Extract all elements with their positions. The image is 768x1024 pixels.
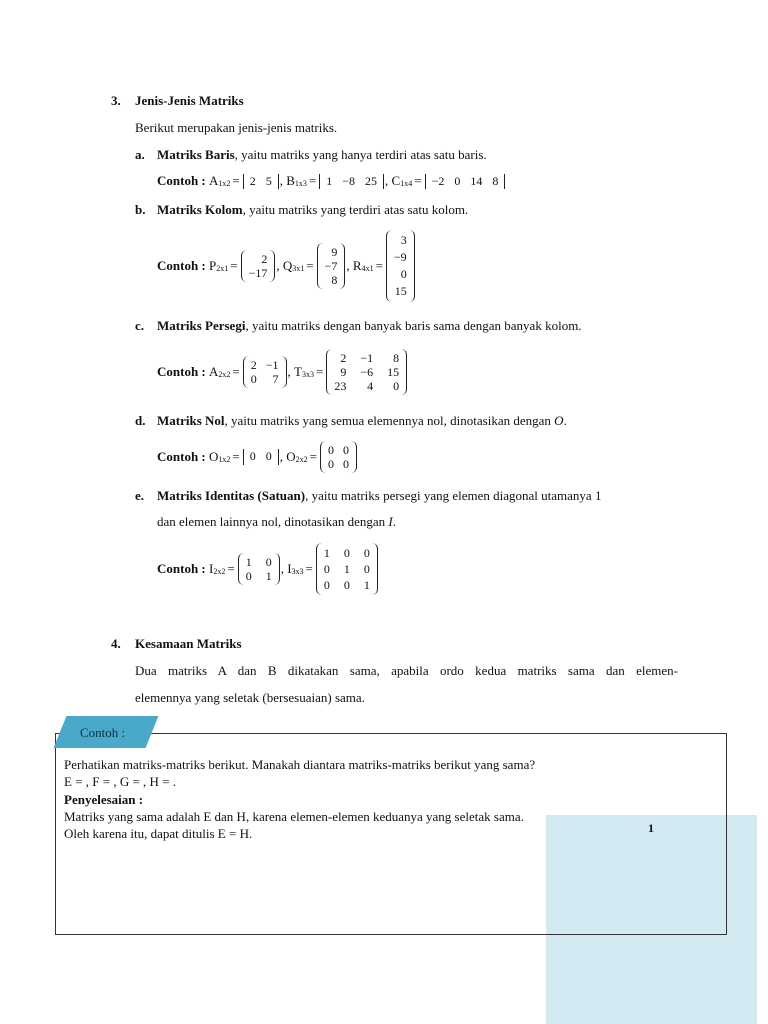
section-4-title: Kesamaan Matriks xyxy=(135,636,242,651)
matrix-cell: −7 xyxy=(324,259,338,273)
item-a-term: Matriks Baris xyxy=(157,147,235,162)
section-4-para-line2: elemennya yang seletak (bersesuaian) sama. xyxy=(135,690,365,705)
matrix-cell: 25 xyxy=(365,173,378,188)
matrix-cell: 8 xyxy=(331,273,338,287)
matrix-cell: −1 xyxy=(265,358,279,372)
matrix-cell: 0 xyxy=(323,562,330,576)
item-e-desc: , yaitu matriks persegi yang elemen diagonal utamanya 1 xyxy=(305,488,602,503)
matrix-r4x1 xyxy=(386,230,415,302)
matrix-cell: 0 xyxy=(327,457,334,471)
matrix-cell: 0 xyxy=(343,578,350,592)
matrix-cell: −1 xyxy=(360,351,374,365)
item-c-desc: , yaitu matriks dengan banyak baris sama dengan banyak kolom. xyxy=(245,318,582,333)
matrix-name: T xyxy=(294,364,302,379)
item-e-desc-line2: dan elemen lainnya nol, dinotasikan dengan xyxy=(157,514,389,529)
matrix-order: 4x1 xyxy=(361,263,374,273)
example-tab xyxy=(60,716,152,748)
matrix-o2x2 xyxy=(320,441,357,473)
matrix-q3x1 xyxy=(317,243,346,289)
item-a-example: Contoh : A 1x2 = 2 5 , B 1x3 = 1 −8 25 , C 1x4 = −2 0 14 8 xyxy=(157,172,506,190)
item-e-definition xyxy=(157,488,601,504)
matrix-cell: 0 xyxy=(400,267,407,281)
item-c-term: Matriks Persegi xyxy=(157,318,246,333)
matrix-cell: 2 xyxy=(261,252,268,266)
matrix-i2x2 xyxy=(238,553,280,585)
matrix-cell: 2 xyxy=(250,358,257,372)
item-a-desc: , yaitu matriks yang hanya terdiri atas satu baris. xyxy=(234,147,487,162)
item-b-example-label: Contoh : xyxy=(157,258,206,273)
matrix-name: Q xyxy=(282,258,293,273)
matrix-b1x3 xyxy=(319,174,384,189)
matrix-name: I xyxy=(209,561,214,576)
item-e-example: Contoh : I 2x2 = 1 0 0 1 , I 3x3 = 1 0 0 0 1 0 0 0 1 xyxy=(157,540,379,598)
matrix-name: A xyxy=(209,364,219,379)
matrix-name: I xyxy=(287,561,292,576)
matrix-cell: −2 xyxy=(431,173,445,188)
section-4-number: 4. xyxy=(111,636,121,651)
item-e-symbol: I xyxy=(388,514,393,529)
matrix-order: 2x1 xyxy=(216,263,229,273)
matrix-order: 3x3 xyxy=(301,369,314,379)
matrix-cell: 2 xyxy=(249,173,256,188)
matrix-a1x2 xyxy=(243,174,279,189)
matrix-cell: 0 xyxy=(342,457,349,471)
matrix-cell: 0 xyxy=(454,173,461,188)
item-b-term: Matriks Kolom xyxy=(157,202,243,217)
item-c-example-label: Contoh : xyxy=(157,364,206,379)
matrix-order: 2x2 xyxy=(295,454,308,464)
matrix-cell: 3 xyxy=(400,233,407,247)
matrix-cell: 9 xyxy=(331,245,338,259)
matrix-cell: 4 xyxy=(367,379,374,393)
matrix-cell: 1 xyxy=(363,578,370,592)
matrix-cell: −6 xyxy=(360,365,374,379)
matrix-order: 3x1 xyxy=(292,263,305,273)
example-line-5: Oleh karena itu, dapat ditulis E = H. xyxy=(64,826,253,841)
section-3-title: Jenis-Jenis Matriks xyxy=(135,93,244,108)
matrix-cell: 0 xyxy=(249,449,256,463)
matrix-cell: 0 xyxy=(343,546,350,560)
item-d-symbol: O xyxy=(554,413,564,428)
item-e-term: Matriks Identitas (Satuan) xyxy=(157,488,306,503)
item-d-definition xyxy=(157,413,567,429)
matrix-cell: 0 xyxy=(245,569,252,583)
matrix-cell: 23 xyxy=(334,379,347,393)
matrix-order: 1x3 xyxy=(294,178,307,188)
matrix-cell: 0 xyxy=(265,555,272,569)
matrix-cell: 8 xyxy=(492,173,499,188)
matrix-i3x3 xyxy=(316,543,378,595)
item-e-example-label: Contoh : xyxy=(157,561,206,576)
example-line-4: Matriks yang sama adalah E dan H, karena elemen-elemen keduanya yang seletak sama. xyxy=(64,809,524,824)
matrix-order: 1x2 xyxy=(218,178,231,188)
matrix-name: P xyxy=(209,258,217,273)
matrix-name: O xyxy=(286,449,296,464)
matrix-cell: −17 xyxy=(248,266,268,280)
matrix-name: C xyxy=(391,173,401,188)
matrix-cell: 0 xyxy=(363,546,370,560)
matrix-cell: 0 xyxy=(250,372,257,386)
matrix-cell: 0 xyxy=(323,578,330,592)
matrix-cell: 15 xyxy=(394,284,407,298)
section-4-para-line1: Dua matriks A dan B dikatakan sama, apabila ordo kedua matriks sama dan elemen- xyxy=(135,663,678,678)
item-a-example-label: Contoh : xyxy=(157,173,206,188)
example-tab-label: Contoh : xyxy=(80,725,126,740)
item-e-letter: e. xyxy=(135,488,145,503)
example-line-1: Perhatikan matriks-matriks berikut. Manakah diantara matriks-matriks berikut yang sama? xyxy=(64,757,536,772)
item-c-example: Contoh : A 2x2 = 2 −1 0 7 , T 3x3 = 2 −1 8 9 −6 15 23 4 0 xyxy=(157,343,408,401)
matrix-cell: 0 xyxy=(265,449,272,463)
matrix-name: B xyxy=(286,173,295,188)
matrix-cell: 1 xyxy=(323,546,330,560)
example-line-2: E = , F = , G = , H = . xyxy=(64,774,177,789)
item-b-letter: b. xyxy=(135,202,146,217)
item-b-example: Contoh : P 2x1 = 2 −17 , Q 3x1 = 9 −7 8 , R 4x1 = 3 −9 0 15 xyxy=(157,228,416,304)
page-number: 1 xyxy=(648,821,654,835)
item-b-desc: , yaitu matriks yang terdiri atas satu kolom. xyxy=(242,202,469,217)
matrix-cell: 1 xyxy=(343,562,350,576)
matrix-order: 2x2 xyxy=(218,369,231,379)
item-d-letter: d. xyxy=(135,413,146,428)
item-d-desc-end: . xyxy=(563,413,567,428)
matrix-cell: 0 xyxy=(342,443,349,457)
matrix-cell: 5 xyxy=(265,173,272,188)
item-c-definition xyxy=(157,318,582,334)
matrix-order: 3x3 xyxy=(291,566,304,576)
item-d-desc: , yaitu matriks yang semua elemennya nol, dinotasikan dengan xyxy=(224,413,555,428)
matrix-order: 1x4 xyxy=(400,178,413,188)
matrix-cell: 8 xyxy=(393,351,400,365)
matrix-cell: 14 xyxy=(470,173,483,188)
matrix-c1x4 xyxy=(425,174,506,189)
matrix-cell: 0 xyxy=(327,443,334,457)
item-d-example-label: Contoh : xyxy=(157,449,206,464)
item-e-definition-line2 xyxy=(157,514,396,530)
item-d-term: Matriks Nol xyxy=(157,413,225,428)
matrix-cell: 15 xyxy=(387,365,400,379)
item-b-definition xyxy=(157,202,468,218)
example-line-3: Penyelesaian : xyxy=(64,792,144,807)
item-d-example: Contoh : O 1x2 = 0 0 , O 2x2 = 0 0 0 0 xyxy=(157,438,358,476)
matrix-order: 1x2 xyxy=(218,454,231,464)
matrix-p2x1 xyxy=(241,250,276,282)
matrix-cell: −8 xyxy=(342,173,356,188)
matrix-cell: 7 xyxy=(272,372,279,386)
matrix-cell: 0 xyxy=(363,562,370,576)
item-a-letter: a. xyxy=(135,147,145,162)
matrix-name: A xyxy=(209,173,219,188)
section-3-number: 3. xyxy=(111,93,121,108)
matrix-name: R xyxy=(352,258,362,273)
item-c-letter: c. xyxy=(135,318,145,333)
matrix-cell: 9 xyxy=(340,365,347,379)
matrix-cell: 1 xyxy=(265,569,272,583)
matrix-order: 2x2 xyxy=(213,566,226,576)
item-e-desc-end: . xyxy=(392,514,396,529)
item-a-definition xyxy=(157,147,487,163)
matrix-name: O xyxy=(209,449,219,464)
matrix-cell: −9 xyxy=(393,250,407,264)
section-3-intro: Berikut merupakan jenis-jenis matriks. xyxy=(135,120,338,135)
matrix-o1x2 xyxy=(243,449,279,465)
matrix-cell: 2 xyxy=(340,351,347,365)
matrix-cell: 0 xyxy=(393,379,400,393)
matrix-cell: 1 xyxy=(326,173,333,188)
matrix-t3x3 xyxy=(326,349,407,395)
matrix-a2x2 xyxy=(243,356,287,388)
matrix-cell: 1 xyxy=(245,555,252,569)
